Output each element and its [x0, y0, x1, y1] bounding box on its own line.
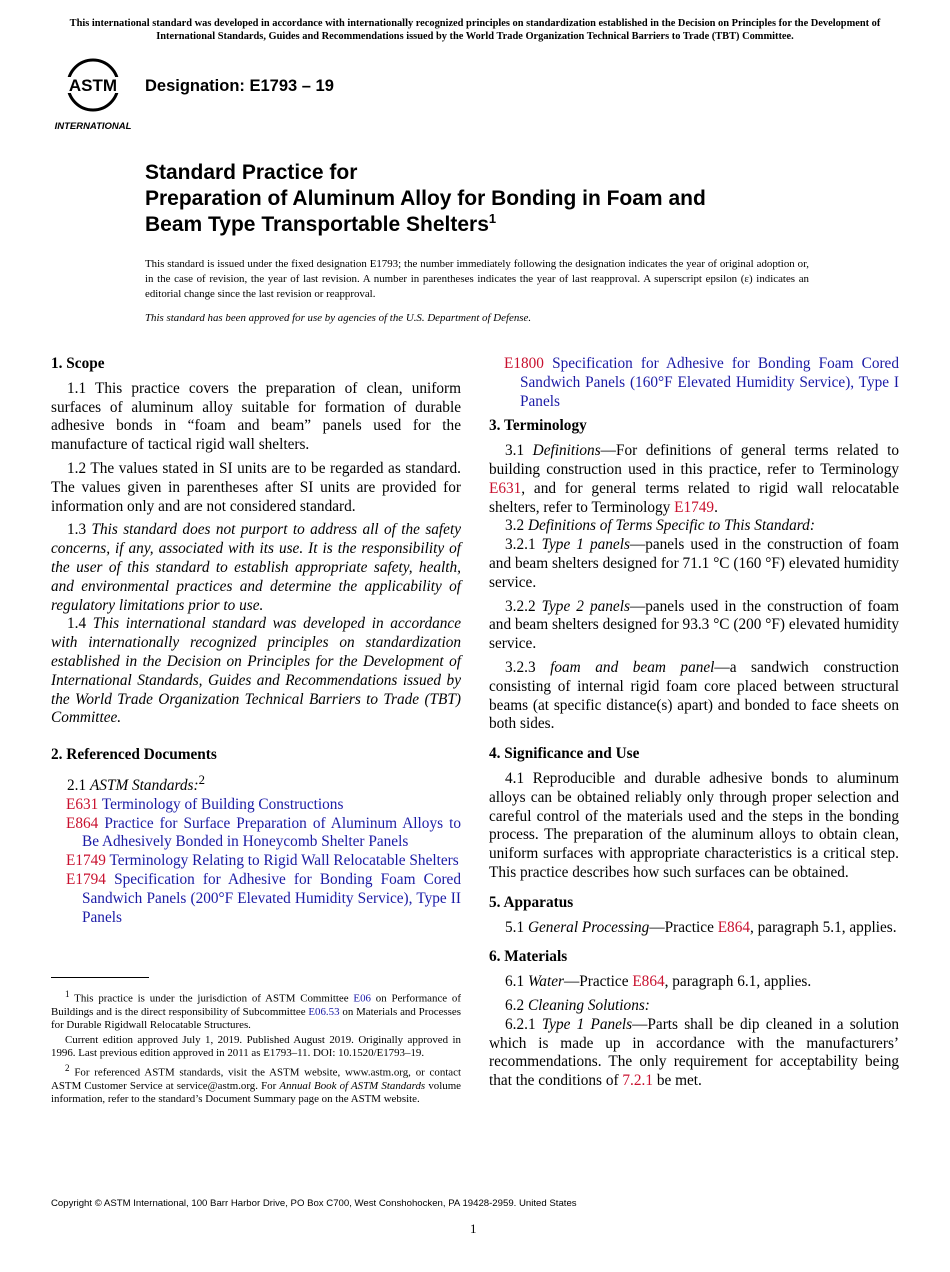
paragraph-4-1: 4.1 Reproducible and durable adhesive bonds to aluminum alloys can be obtained reliably only through proper selection and careful control of the materials used and the steps in the bonding process. The preparation of the aluminum alloys to obtain clean, uniform surfaces with appropriate characteristics is a critical step. This practice describes how such surfaces can be obtained. [489, 769, 899, 881]
paragraph-1-2: 1.2 The values stated in SI units are to be regarded as standard. The values given in parentheses after SI units are provided for information only and are not considered standard. [51, 459, 461, 515]
link-e06[interactable]: E06 [353, 992, 371, 1005]
footnote-divider [51, 977, 149, 978]
link-e864[interactable]: E864 [632, 973, 665, 991]
page-number: 1 [470, 1221, 477, 1236]
paragraph-1-1: 1.1 This practice covers the preparation of clean, uniform surfaces of aluminum alloy suitable for formation of durable adhesive bonds in “foam and beam” panels used for the manufacture of tactical rigid wall shelters. [51, 379, 461, 454]
paragraph-1-4: 1.4 This international standard was developed in accordance with internationally recognized principles on standardization established in the Decision on Principles for the Development of International Standards, Guides and Recommendations issued by the World Trade Organization Technical Barriers to Trade (TBT) Committee. [51, 615, 461, 727]
paragraph-3-2-1: 3.2.1 Type 1 panels—panels used in the construction of foam and beam shelters designed for 71.1 °C (160 °F) elevated humidity service. [489, 536, 899, 591]
reference-item[interactable]: E1800 Specification for Adhesive for Bonding Foam Cored Sandwich Panels (160°F Elevated Humidity Service), Type I Panels [504, 355, 899, 410]
reference-item[interactable]: E1749 Terminology Relating to Rigid Wall Relocatable Shelters [66, 852, 459, 870]
link-7-2-1[interactable]: 7.2.1 [622, 1072, 653, 1090]
footnote-1: $^1$ This practice is under the jurisdiction of ASTM Committee E06 on Performance of Buildings and is the direct responsibility of Subcommittee E06.53 on Materials and Processes for Durable Rigidwall Relocatable Structures. [51, 989, 462, 1032]
paragraph-5-1: 5.1 General Processing—Practice E864, paragraph 5.1, applies. [505, 918, 897, 936]
section-materials-heading: 6. Materials [489, 948, 568, 966]
approval-note: This standard has been approved for use by agencies of the U.S. Department of Defense. [145, 312, 532, 324]
paragraph-6-1: 6.1 Water—Practice E864, paragraph 6.1, applies. [505, 973, 812, 991]
paragraph-3-2: 3.2 Definitions of Terms Specific to This Standard: [505, 517, 815, 535]
section-scope-heading: 1. Scope [51, 355, 105, 372]
paragraph-3-1: 3.1 Definitions—For definitions of general terms related to building construction used in this practice, refer to Terminology E631, and for general terms related to rigid wall relocatable shelters, refer to Terminology E1749. [489, 442, 900, 516]
paragraph-3-2-2: 3.2.2 Type 2 panels—panels used in the construction of foam and beam shelters designed for 93.3 °C (200 °F) elevated humidity service. [489, 597, 899, 653]
link-e1749[interactable]: E1749 [674, 498, 715, 516]
link-e06-53[interactable]: E06.53 [308, 1006, 340, 1019]
reference-item[interactable]: E631 Terminology of Building Constructions [66, 795, 344, 813]
reference-item[interactable]: E864 Practice for Surface Preparation of Aluminum Alloys to Be Adhesively Bonded in Honeycomb Shelter Panels [66, 814, 461, 851]
copyright-line: Copyright © ASTM International, 100 Barr Harbor Drive, PO Box C700, West Conshohocken, PA 19428-2959. United States [51, 1198, 577, 1209]
section-apparatus-heading: 5. Apparatus [489, 893, 574, 911]
reference-item[interactable]: E1794 Specification for Adhesive for Bonding Foam Cored Sandwich Panels (200°F Elevated Humidity Service), Type II Panels [66, 871, 461, 926]
footnote-mark-2[interactable]: 2 [198, 772, 205, 787]
link-e631[interactable]: E631 [489, 479, 522, 497]
right-column [489, 355, 899, 1096]
logo-caption: INTERNATIONAL [54, 121, 132, 131]
designation: Designation: E1793 – 19 [145, 77, 334, 95]
astm-logo [52, 57, 134, 131]
document-title [145, 160, 825, 238]
footnote-2: $^2$ For referenced ASTM standards, visit the ASTM website, www.astm.org, or contact ASTM Customer Service at service@astm.org. For Annual Book of ASTM Standards volume information, refer to the standard’s Document Summary page on the ASTM website. [51, 1062, 461, 1106]
logo-letters: ASTM [68, 76, 118, 95]
issuance-note: This standard is issued under the fixed designation E1793; the number immediately following the designation indicates the year of original adoption or, in the case of revision, the year of last revision. A number in parentheses indicates the year of last reapproval. A superscript epsilon (ε) indicates an editorial change since the last revision or reapproval. [145, 258, 809, 301]
top-notice: This international standard was developed in accordance with internationally recognized principles on standardization established in the Decision on Principles for the Development of International Standards, Guides and Recommendations issued by the World Trade Organization Technical Barriers to Trade (TBT) Committee. [69, 18, 881, 42]
paragraph-6-2: 6.2 Cleaning Solutions: [505, 996, 650, 1014]
title-line-1: Standard Practice for [145, 161, 358, 184]
footnotes [51, 988, 461, 1108]
astm-logo-icon [52, 57, 134, 131]
paragraph-1-3: 1.3 This standard does not purport to address all of the safety concerns, if any, associated with its use. It is the responsibility of the user of this standard to establish appropriate safety, health, and environmental practices and determine the applicability of regulatory limitations prior to use. [51, 521, 462, 614]
section-referenced-heading: 2. Referenced Documents [51, 746, 217, 764]
title-footnote-mark[interactable]: 1 [488, 211, 497, 226]
paragraph-2-1: 2.1 ASTM Standards:$^2$ [67, 772, 205, 795]
title-line-2: Preparation of Aluminum Alloy for Bonding in Foam and [145, 187, 706, 210]
section-significance-heading: 4. Significance and Use [489, 745, 640, 763]
paragraph-6-2-1: 6.2.1 Type 1 Panels—Parts shall be dip cleaned in a solution which is made up in accordance with the manufacturers’ recommendations. The only requirement for acceptability being that the conditions of 7.2.1 be met. [489, 1015, 900, 1090]
paragraph-3-2-3: 3.2.3 foam and beam panel—a sandwich construction consisting of internal rigid foam core placed between structural beams (at specific distance(s) apart) and bonded to face sheets on both sides. [489, 658, 899, 733]
section-terminology-heading: 3. Terminology [489, 417, 587, 435]
link-e864[interactable]: E864 [717, 918, 750, 936]
title-line-3: Beam Type Transportable Shelters$^1$ [145, 211, 497, 236]
left-column [51, 355, 461, 927]
footnote-1-edition: Current edition approved July 1, 2019. Published August 2019. Originally approved in 1996. Last previous edition approved in 2011 as E1793–11. DOI: 10.1520/E1793–19. [51, 1033, 461, 1060]
